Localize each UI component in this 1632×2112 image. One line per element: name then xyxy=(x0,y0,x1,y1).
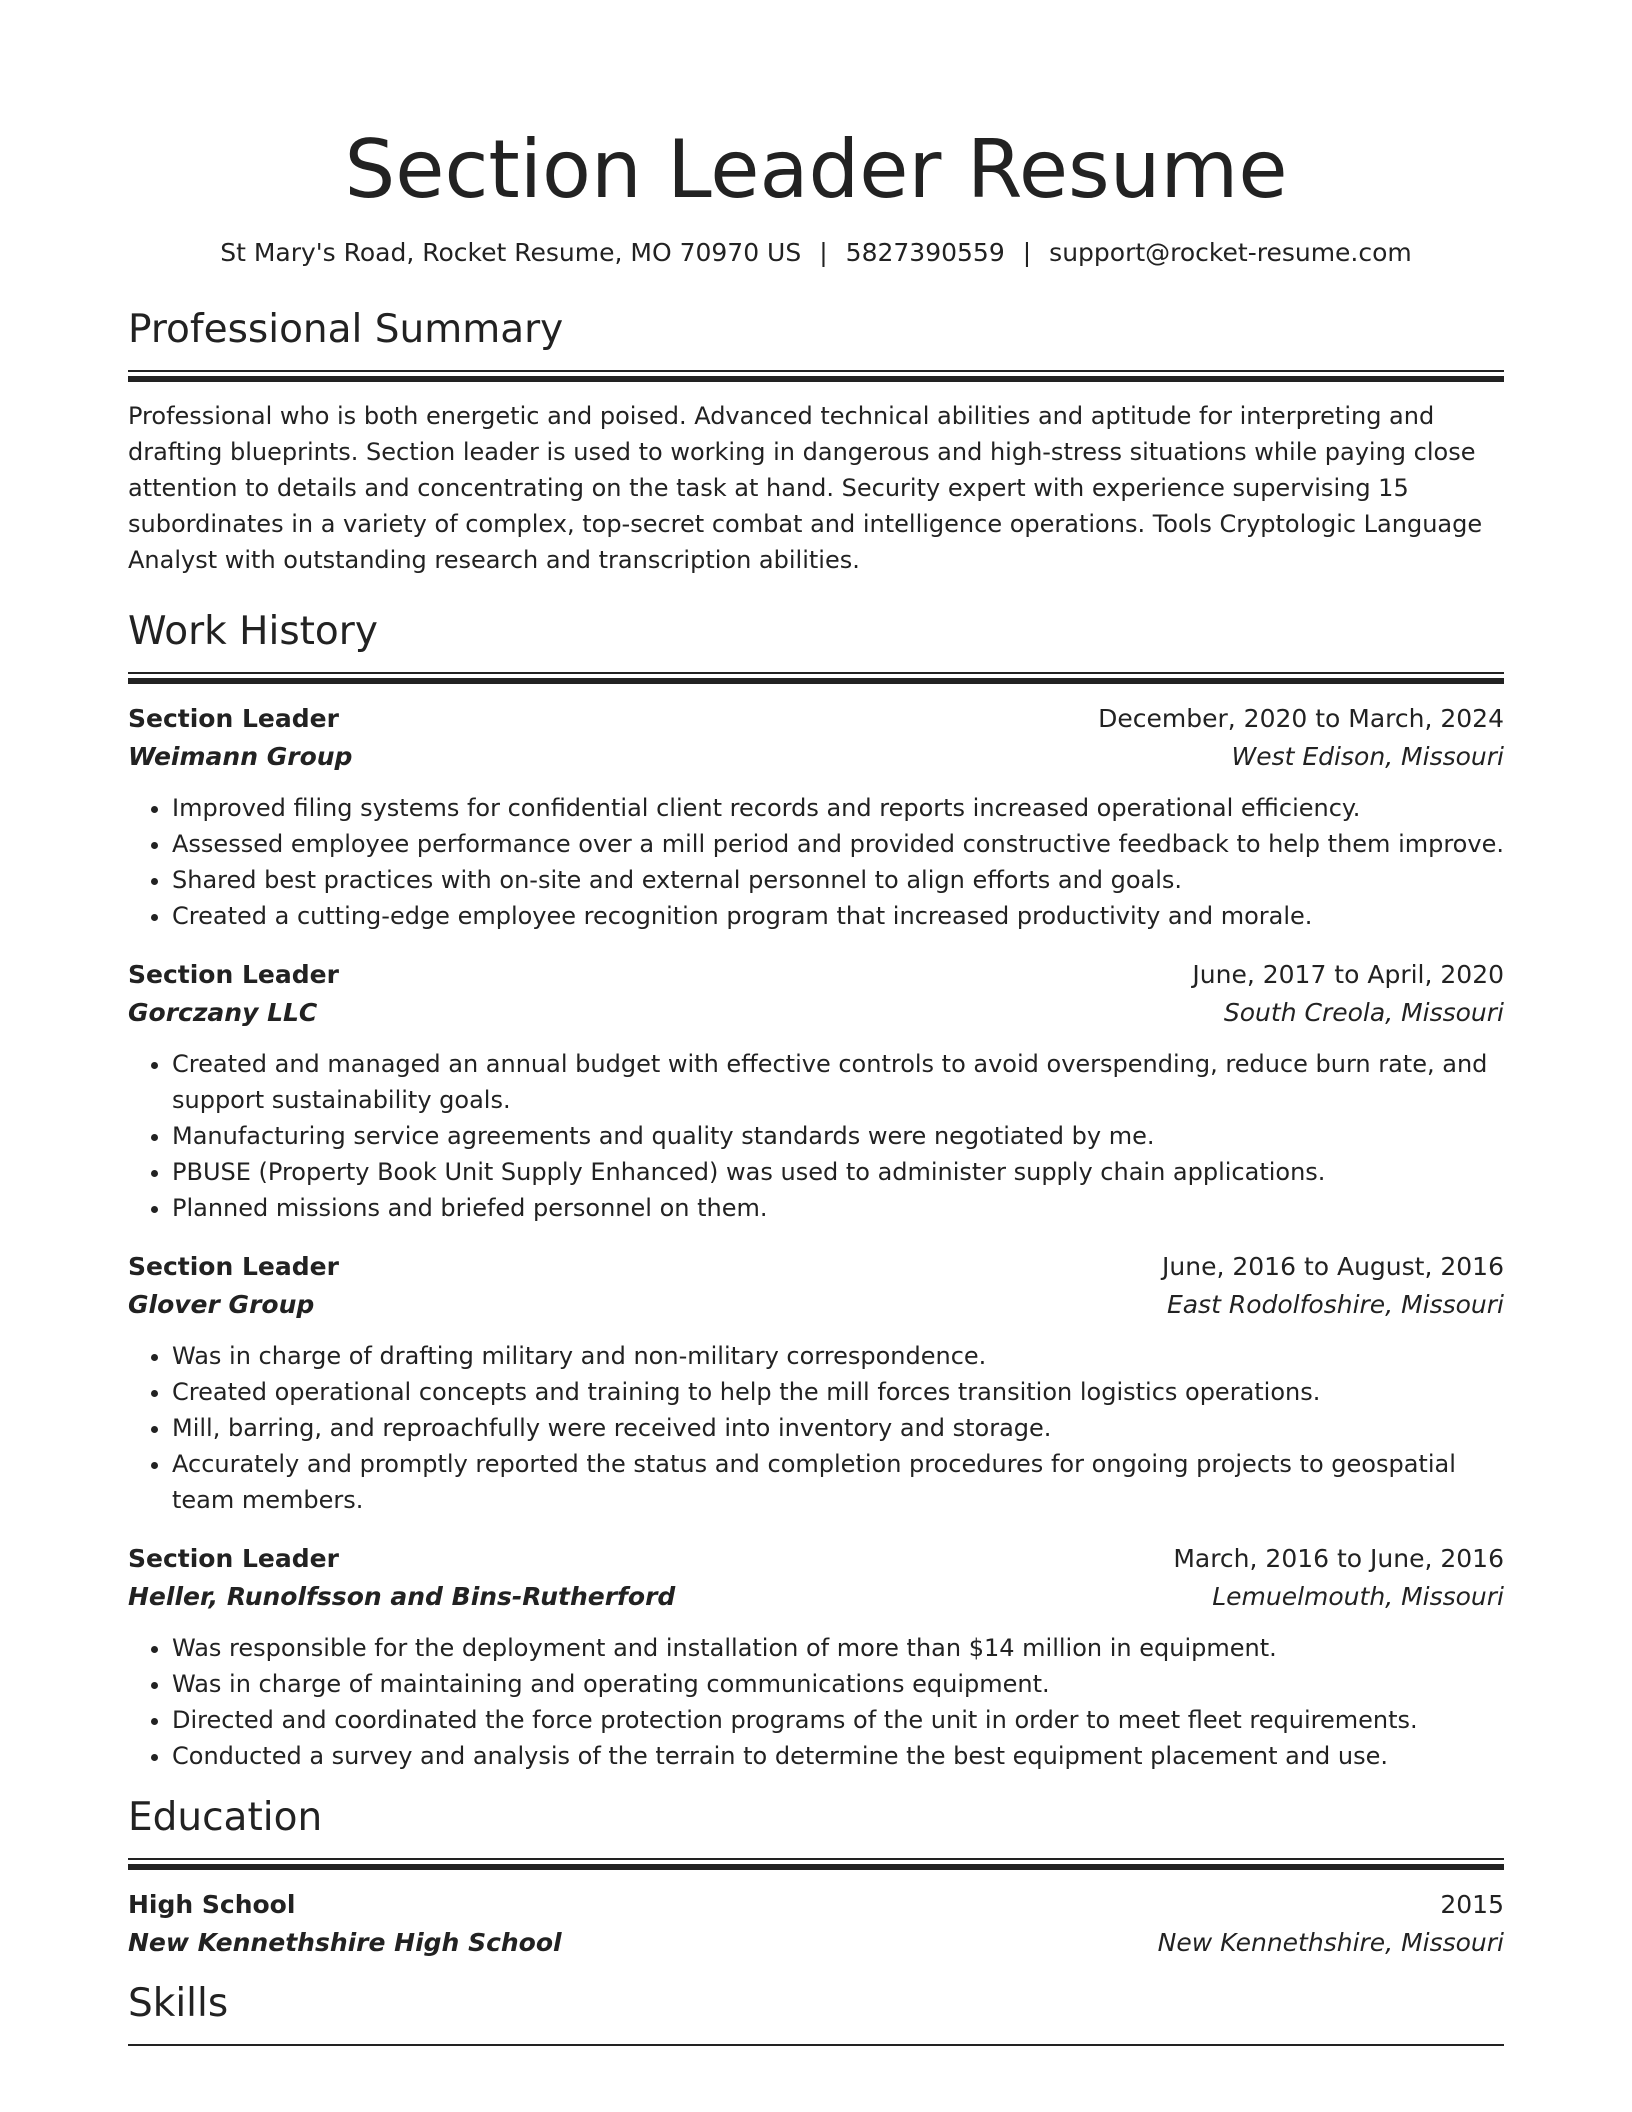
divider xyxy=(128,1864,1504,1870)
bullet-item: • Was in charge of drafting military and non-military correspondence. xyxy=(172,1338,1504,1374)
email-link[interactable]: support@rocket-resume.com xyxy=(1049,238,1412,267)
bullet-item: • Conducted a survey and analysis of the terrain to determine the best equipment placement and use. xyxy=(172,1738,1504,1774)
education-degree: High School xyxy=(128,1890,296,1919)
resume-title: Section Leader Resume xyxy=(344,123,1288,216)
skills-section xyxy=(128,1980,1504,2046)
bullet-item: • Mill, barring, and reproachfully were received into inventory and storage. xyxy=(172,1410,1504,1446)
bullet-item: • Directed and coordinated the force protection programs of the unit in order to meet fleet requirements. xyxy=(172,1702,1504,1738)
work-section xyxy=(128,608,1504,684)
job-dates: June, 2016 to August, 2016 xyxy=(1162,1252,1504,1281)
job-role: Section Leader xyxy=(128,960,339,989)
job-bullets xyxy=(128,1338,1504,1518)
bullet-item: • Assessed employee performance over a mill period and provided constructive feedback to help them improve. xyxy=(172,826,1504,862)
job-bullets xyxy=(128,1046,1504,1226)
education-entry xyxy=(128,1886,1504,1962)
education-school: New Kennethshire High School xyxy=(128,1928,562,1957)
bullet-item: • Shared best practices with on-site and external personnel to align efforts and goals. xyxy=(172,862,1504,898)
resume-page xyxy=(128,0,1504,2046)
divider xyxy=(128,376,1504,382)
bullet-item: • Accurately and promptly reported the status and completion procedures for ongoing projects to geospatial team members. xyxy=(172,1446,1504,1518)
skills-heading: Skills xyxy=(128,1981,229,2026)
education-heading: Education xyxy=(128,1795,323,1840)
job-location: East Rodolfoshire, Missouri xyxy=(1166,1290,1504,1319)
education-location: New Kennethshire, Missouri xyxy=(1157,1928,1504,1957)
job-role: Section Leader xyxy=(128,704,339,733)
job-entry xyxy=(128,700,1504,934)
contact-line xyxy=(128,236,1504,270)
job-dates: March, 2016 to June, 2016 xyxy=(1173,1544,1504,1573)
bullet-item: • Manufacturing service agreements and quality standards were negotiated by me. xyxy=(172,1118,1504,1154)
summary-heading: Professional Summary xyxy=(128,307,564,352)
bullet-item: • Planned missions and briefed personnel on them. xyxy=(172,1190,1504,1226)
work-heading: Work History xyxy=(128,609,378,654)
job-entry xyxy=(128,1540,1504,1774)
divider xyxy=(128,1858,1504,1860)
address: St Mary's Road, Rocket Resume, MO 70970 US xyxy=(220,238,802,267)
summary-section xyxy=(128,306,1504,382)
divider xyxy=(128,672,1504,674)
job-role: Section Leader xyxy=(128,1544,339,1573)
job-bullets xyxy=(128,1630,1504,1774)
bullet-item: • Was responsible for the deployment and installation of more than $14 million in equipment. xyxy=(172,1630,1504,1666)
divider xyxy=(128,678,1504,684)
phone: 5827390559 xyxy=(845,238,1005,267)
bullet-item: • Was in charge of maintaining and operating communications equipment. xyxy=(172,1666,1504,1702)
job-company: Heller, Runolfsson and Bins-Rutherford xyxy=(128,1582,676,1611)
job-company: Weimann Group xyxy=(128,742,353,771)
job-bullets xyxy=(128,790,1504,934)
bullet-item: • Created operational concepts and training to help the mill forces transition logistics operations. xyxy=(172,1374,1504,1410)
job-location: Lemuelmouth, Missouri xyxy=(1212,1582,1504,1611)
job-role: Section Leader xyxy=(128,1252,339,1281)
job-location: West Edison, Missouri xyxy=(1231,742,1504,771)
divider xyxy=(128,370,1504,372)
contact-separator: | xyxy=(1022,238,1032,267)
job-company: Glover Group xyxy=(128,1290,315,1319)
summary-text: Professional who is both energetic and poised. Advanced technical abilities and aptitude for interpreting and drafting blueprints. Section leader is used to working in dangerous and high-stress situations while paying close attention to details and concentrating on the task at hand. Security expert with experience supervising 15 subordinates in a variety of complex, top-secret combat and intelligence operations. Tools Cryptologic Language Analyst with outstanding research and transcription abilities. xyxy=(128,402,1483,574)
job-entry xyxy=(128,1248,1504,1518)
education-year: 2015 xyxy=(1440,1890,1504,1919)
job-company: Gorczany LLC xyxy=(128,998,318,1027)
job-entry xyxy=(128,956,1504,1226)
contact-separator: | xyxy=(819,238,828,267)
divider xyxy=(128,2044,1504,2046)
job-dates: December, 2020 to March, 2024 xyxy=(1098,704,1504,733)
bullet-item: • PBUSE (Property Book Unit Supply Enhanced) was used to administer supply chain applications. xyxy=(172,1154,1504,1190)
job-dates: June, 2017 to April, 2020 xyxy=(1192,960,1504,989)
bullet-item: • Created and managed an annual budget with effective controls to avoid overspending, reduce burn rate, and support sustainability goals. xyxy=(172,1046,1504,1118)
bullet-item: • Created a cutting-edge employee recognition program that increased productivity and morale. xyxy=(172,898,1504,934)
bullet-item: • Improved filing systems for confidential client records and reports increased operational efficiency. xyxy=(172,790,1504,826)
education-section xyxy=(128,1794,1504,1870)
job-location: South Creola, Missouri xyxy=(1223,998,1504,1027)
